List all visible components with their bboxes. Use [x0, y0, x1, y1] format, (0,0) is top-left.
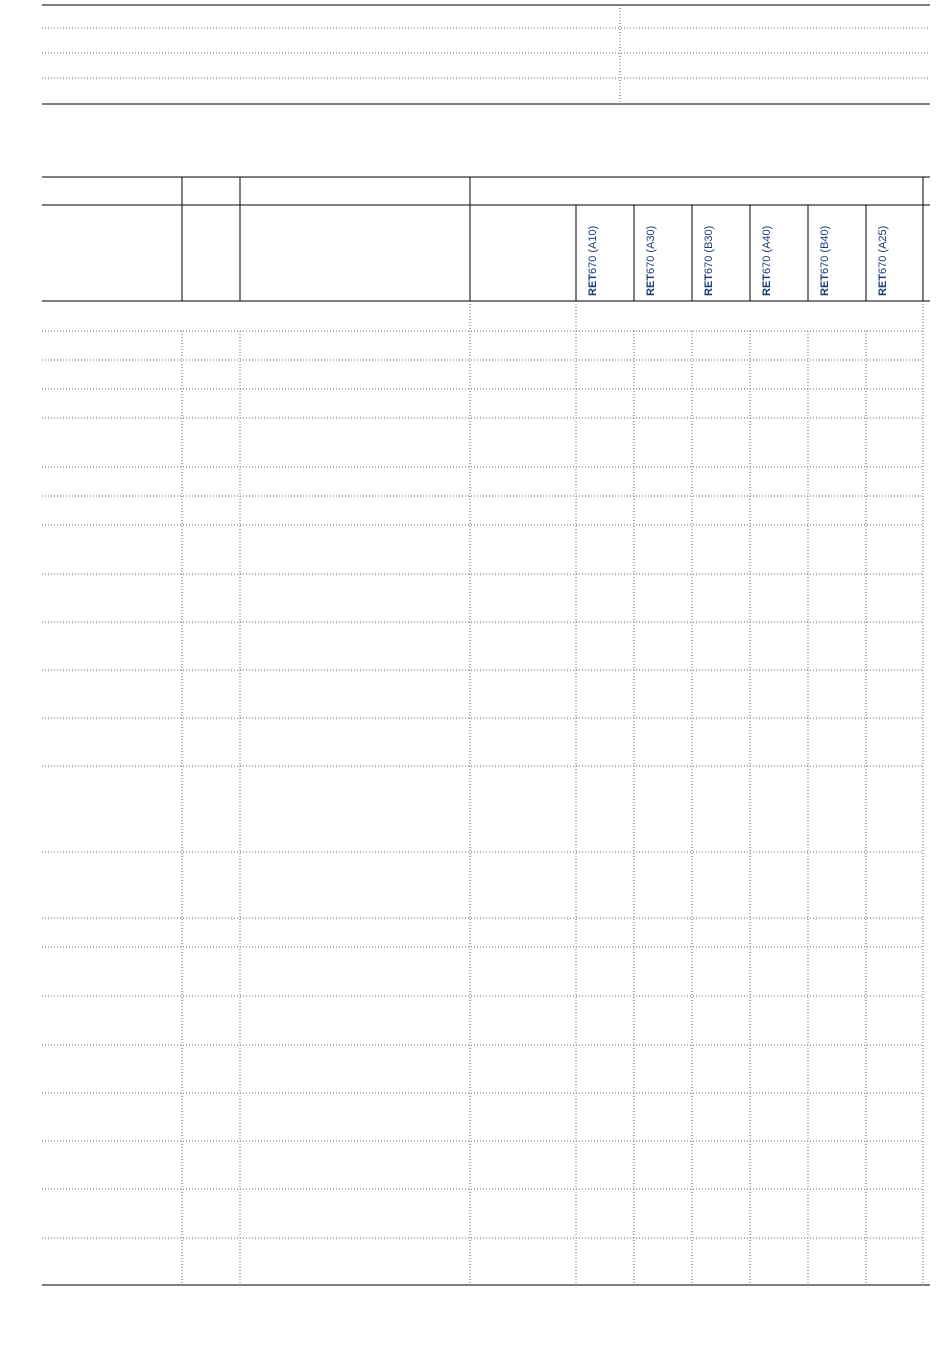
variant-prefix: RET [703, 274, 715, 296]
variant-prefix: RET [819, 274, 831, 296]
variant-suffix: 670 (B40) [819, 225, 831, 274]
variant-prefix: RET [645, 274, 657, 296]
variant-suffix: 670 (A25) [877, 225, 889, 274]
variant-suffix: 670 (B30) [703, 225, 715, 274]
variant-prefix: RET [761, 274, 773, 296]
variant-prefix: RET [587, 274, 599, 296]
variant-prefix: RET [877, 274, 889, 296]
variant-suffix: 670 (A40) [761, 225, 773, 274]
variant-suffix: 670 (A10) [587, 225, 599, 274]
variant-suffix: 670 (A30) [645, 225, 657, 274]
